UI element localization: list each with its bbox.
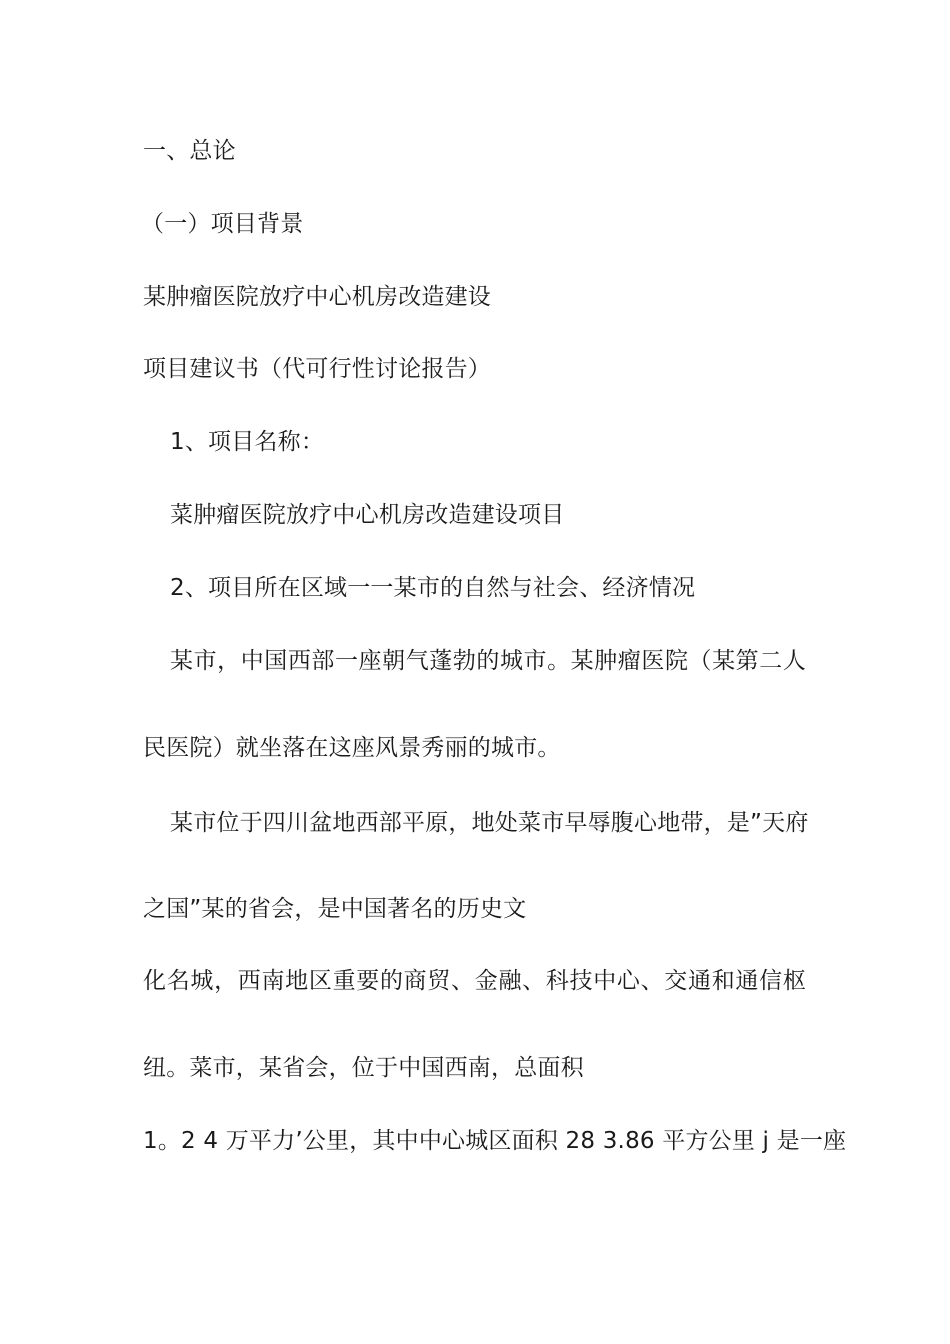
item-heading-region: 2、项目所在区域一一某市的自然与社会、经济情况	[170, 575, 696, 601]
paragraph-2-line-2: 之国”某的省会，是中国著名的历史文	[143, 896, 527, 922]
project-name-text: 菜肿瘤医院放疗中心机房改造建设项目	[170, 502, 565, 528]
subsection-heading: （一）项目背景	[141, 211, 304, 237]
paragraph-2-line-1: 某市位于四川盆地西部平原，地处菜市早辱腹心地带，是”天府	[170, 810, 809, 836]
paragraph-1-line-2: 民医院）就坐落在这座风景秀丽的城市。	[143, 735, 561, 761]
section-heading: 一、总论	[143, 138, 236, 164]
paragraph-1-line-1: 某市，中国西部一座朝气蓬勃的城市。某肿瘤医院（某第二人	[170, 648, 806, 674]
document-title-line-2: 项目建议书（代可行性讨论报告）	[143, 356, 491, 382]
paragraph-2-line-3: 化名城，西南地区重要的商贸、金融、科技中心、交通和通信枢	[143, 968, 806, 994]
item-heading-project-name: 1、项目名称：	[170, 429, 325, 455]
paragraph-2-line-5: 1。2 4 万平力’公里，其中中心城区面积 28 3.86 平方公里 j 是一座	[143, 1128, 847, 1154]
document-title-line-1: 某肿瘤医院放疗中心机房改造建设	[143, 284, 491, 310]
paragraph-2-line-4: 纽。菜市，某省会，位于中国西南，总面积	[143, 1055, 584, 1081]
